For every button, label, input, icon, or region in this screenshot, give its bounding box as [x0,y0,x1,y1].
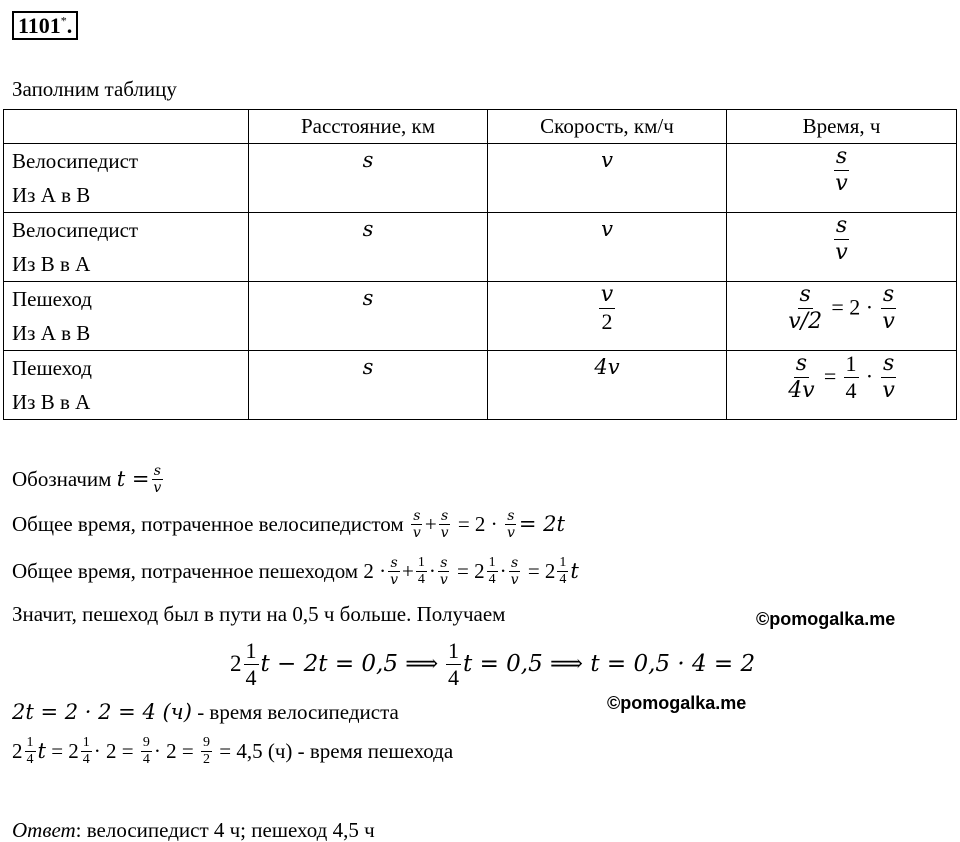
distance-cell: s [249,351,488,420]
time-cell: $\frac{s}{v/2}$ = 2 · $\frac{s}{v}$ [727,282,957,351]
table-row [4,351,957,420]
conclusion-text: Значит, пешеход был в пути на 0,5 ч больше. Получаем [12,602,506,626]
table-row [4,144,957,213]
time-cell: $\frac{s}{v}$ [727,213,957,282]
pedestrian-total-line: Общее время, потраченное пешеходом 2 · $\frac{s}{v}$ + $\frac{1}{4}$ · $\frac{s}{v}$ = 2 $\frac{1}{4}$ · $\frac{s}{v}$ = 2 $\frac{1}{4}$ t [12,554,579,588]
header-empty [4,110,249,144]
problem-number-box [12,8,78,39]
row-label: Велосипедист Из В в А [4,213,249,282]
pedestrian-time-line: 2 $\frac{1}{4}$ t = 2 $\frac{1}{4}$ · 2 = $\frac{9}{4}$ · 2 = $\frac{9}{2}$ = 4,5 (ч) - время пешехода [12,734,454,767]
cyclist-time-line: 2t = 2 · 2 = 4 (ч) - время велосипедиста [12,700,399,724]
speed-cell: v [488,144,727,213]
main-equation: 2 $\frac{1}{4}$ t − 2t = 0,5 ⟹ $\frac{1}{4}$ t = 0,5 ⟹ t = 0,5 · 4 = 2 [230,637,756,690]
notation-line: Обозначим t = $\frac{s}{v}$ [12,462,162,496]
time-cell: $\frac{s}{4v}$ = $\frac{1}{4}$ · $\frac{s}{v}$ [727,351,957,420]
intro-text: Заполним таблицу [12,77,177,101]
header-time: Время, ч [727,110,957,144]
watermark: ©pomogalka.me [756,609,896,629]
table-header-row [4,110,957,144]
row-label: Велосипедист Из А в В [4,144,249,213]
problem-number: 1101*. [12,11,78,40]
speed-cell: $\frac{v}{2}$ [488,282,727,351]
motion-table [3,109,957,420]
time-cell: $\frac{s}{v}$ [727,144,957,213]
header-speed: Скорость, км/ч [488,110,727,144]
table-row [4,282,957,351]
speed-cell: v [488,213,727,282]
distance-cell: s [249,144,488,213]
watermark: ©pomogalka.me [607,693,747,713]
distance-cell: s [249,282,488,351]
cyclist-total-line: Общее время, потраченное велосипедистом $\frac{s}{v}$ + $\frac{s}{v}$ = 2 · $\frac{s}{v}$ = 2t [12,507,565,541]
header-distance: Расстояние, км [249,110,488,144]
answer-line: Ответ: велосипедист 4 ч; пешеход 4,5 ч [12,818,375,842]
row-label: Пешеход Из А в В [4,282,249,351]
distance-cell: s [249,213,488,282]
table-row [4,213,957,282]
row-label: Пешеход Из В в А [4,351,249,420]
speed-cell: 4v [488,351,727,420]
